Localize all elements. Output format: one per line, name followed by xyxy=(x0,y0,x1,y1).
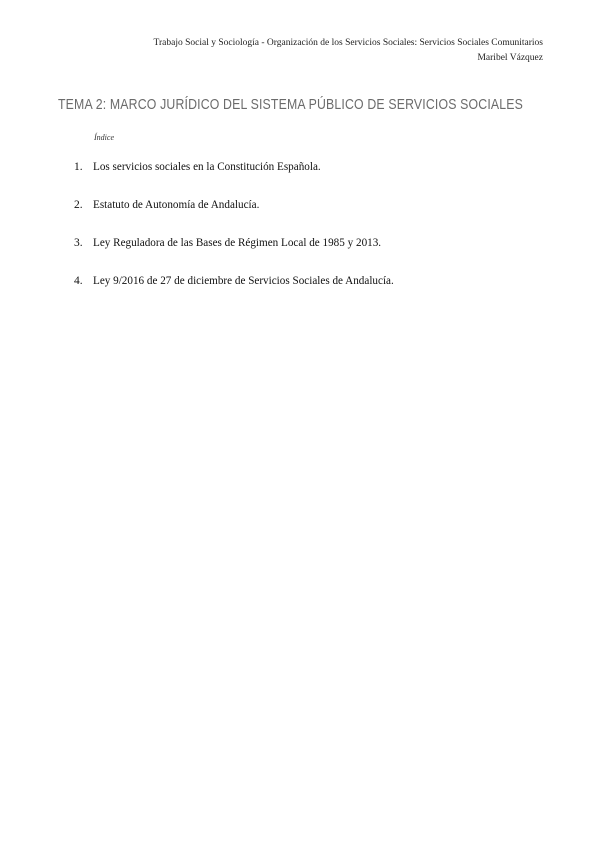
toc-item xyxy=(74,272,403,291)
toc-item-text: Ley 9/2016 de 27 de diciembre de Servicios Sociales de Andalucía. xyxy=(93,275,394,287)
toc-item-text: Ley Reguladora de las Bases de Régimen Local de 1985 y 2013. xyxy=(93,237,382,249)
toc-item xyxy=(74,234,403,253)
toc-item-number: 4. xyxy=(74,275,83,287)
toc-item xyxy=(74,158,403,177)
table-of-contents xyxy=(74,158,403,310)
document-title: TEMA 2: MARCO JURÍDICO DEL SISTEMA PÚBLICO DE SERVICIOS SOCIALES xyxy=(58,96,524,114)
toc-item-number: 2. xyxy=(74,199,83,211)
toc-item-number: 1. xyxy=(74,161,83,173)
header-author-line: Maribel Vázquez xyxy=(477,53,543,63)
index-label: Índice xyxy=(94,133,114,142)
header-course-line: Trabajo Social y Sociología - Organización de los Servicios Sociales: Servicios Sociales Comunitarios xyxy=(153,38,543,48)
page-header xyxy=(63,36,543,66)
toc-item xyxy=(74,196,403,215)
toc-item-text: Estatuto de Autonomía de Andalucía. xyxy=(93,199,260,211)
toc-item-number: 3. xyxy=(74,237,83,249)
toc-item-text: Los servicios sociales en la Constitución Española. xyxy=(93,161,321,173)
